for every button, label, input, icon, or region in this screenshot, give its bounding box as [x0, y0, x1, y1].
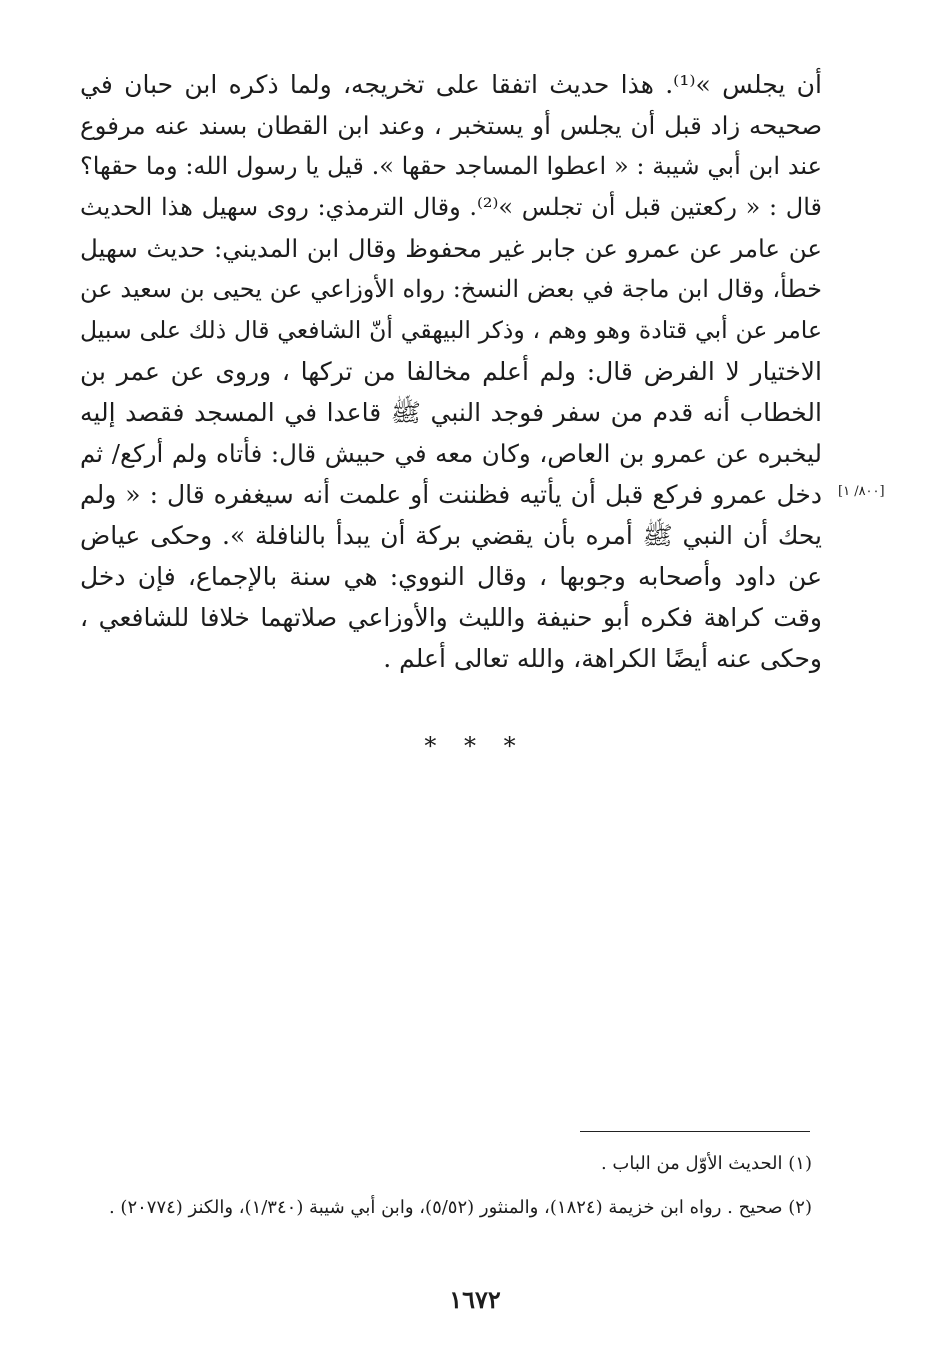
text-line: خطأ، وقال ابن ماجة في بعض النسخ: رواه الأوزاعي عن يحيى بن سعيد عن [80, 275, 822, 303]
footnote-divider [580, 1131, 810, 1132]
margin-page-reference: [٨٠٠/ ١] [838, 484, 885, 499]
text-line: أن يجلس »⁽¹⁾. هذا حديث اتفقا على تخريجه، ولما ذكره ابن حبان في [80, 70, 822, 99]
text-line: عند ابن أبي شيبة : « اعطوا المساجد حقها ». قيل يا رسول الله: وما حقها؟ [80, 152, 822, 180]
text-line: قال : « ركعتين قبل أن تجلس »⁽²⁾. وقال الترمذي: روى سهيل هذا الحديث [80, 193, 822, 221]
text-line: دخل عمرو فركع قبل أن يأتيه فظننت أو علمت أنه سيغفره قال : « ولم [80, 480, 822, 509]
text-line: عن داود وأصحابه وجوبها ، وقال النووي: هي سنة بالإجماع، فإن دخل [80, 562, 822, 591]
text-line: الخطاب أنه قدم من سفر فوجد النبي ﷺ قاعدا في المسجد فقصد إليه [80, 398, 822, 427]
text-line: عامر عن أبي قتادة وهو وهم ، وذكر البيهقي أنّ الشافعي قال ذلك على سبيل [80, 316, 822, 344]
text-line: عن عامر عن عمرو عن جابر غير محفوظ وقال ابن المديني: حديث سهيل [80, 234, 822, 263]
text-line: يحك أن النبي ﷺ أمره بأن يقضي بركة أن يبدأ بالنافلة ». وحكى عياض [80, 521, 822, 550]
text-line: صحيحه زاد قبل أن يجلس أو يستخبر ، وعند ابن القطان بسند عنه مرفوع [80, 111, 822, 140]
section-separator: * * * [424, 732, 526, 760]
footnote: (١) الحديث الأوّل من الباب . [600, 1153, 812, 1174]
footnotes [60, 1148, 812, 1224]
text-line: وحكى عنه أيضًا الكراهة، والله تعالى أعلم . [383, 644, 822, 673]
text-line: الاختيار لا الفرض قال: ولم أعلم مخالفا من تركها ، وروى عن عمر بن [80, 357, 822, 386]
text-line: ليخبره عن عمرو بن العاص، وكان معه في حبيش قال: فأتاه ولم أركع/ ثم [80, 439, 822, 468]
footnote: (٢) صحيح . رواه ابن خزيمة (١٨٢٤)، والمنثور (٥/٥٢)، وابن أبي شيبة (١/٣٤٠)، والكنز (٢٠٧٧٤) . [108, 1197, 812, 1218]
main-text [80, 64, 822, 679]
text-line: وقت كراهة فكره أبو حنيفة والليث والأوزاعي صلاتهما خلافا للشافعي ، [80, 603, 822, 632]
page-number: ١٦٧٢ [449, 1285, 501, 1314]
